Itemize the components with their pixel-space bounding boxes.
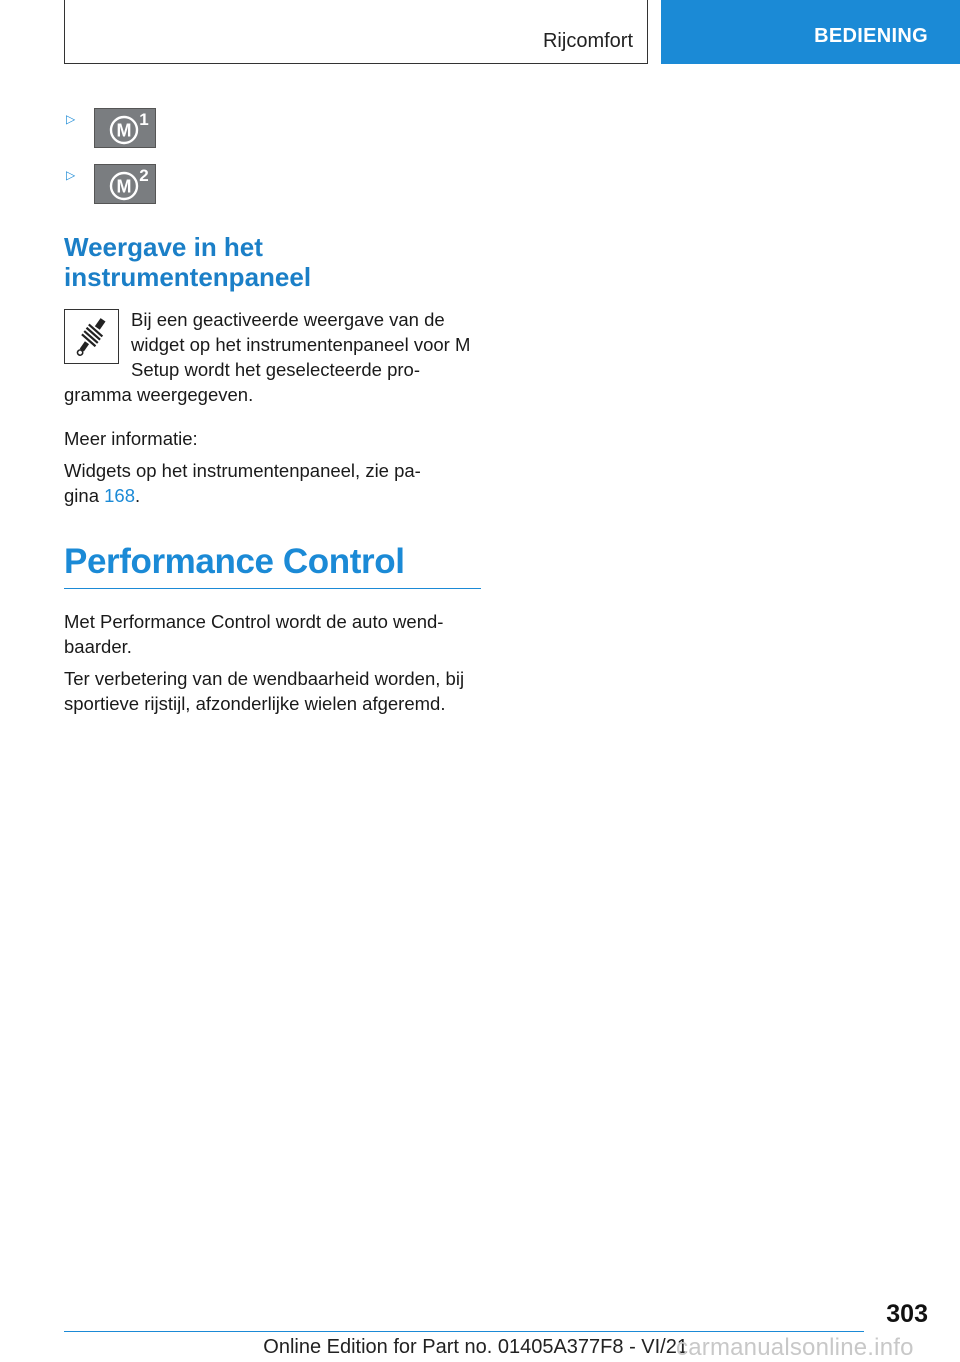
footer-edition: Online Edition for Part no. 01405A377F8 - VI/21 xyxy=(263,1336,688,1358)
header-section-title: Rijcomfort xyxy=(542,30,633,52)
more-info-text xyxy=(64,458,444,508)
header-section-box xyxy=(64,0,648,64)
performance-paragraph-2: Ter verbetering van de wendbaarheid worden, bij sportieve rijstijl, afzonderlijke wielen afgeremd. xyxy=(64,668,465,714)
bullet-triangle-icon: ▷ xyxy=(66,112,76,126)
m1-mode-icon xyxy=(94,108,156,148)
performance-control-heading: Performance Control xyxy=(64,540,481,589)
list-item-m1 xyxy=(66,108,156,150)
display-paragraph-tail: gramma weergegeven. xyxy=(64,384,254,405)
display-section-heading: Weergave in het instrumentenpaneel xyxy=(64,232,312,292)
bullet-triangle-icon: ▷ xyxy=(66,168,76,182)
list-item-m2 xyxy=(66,164,156,206)
page-number: 303 xyxy=(886,1300,928,1328)
m2-letter: M xyxy=(116,176,132,197)
damper-icon xyxy=(64,309,119,364)
more-info-end: . xyxy=(135,485,141,506)
footer-divider xyxy=(64,1331,864,1332)
page-link-168[interactable]: 168 xyxy=(104,485,135,506)
m2-mode-icon xyxy=(94,164,156,204)
display-paragraph: Bij een geactiveerde weergave van de widget op het instrumentenpaneel voor M Setup wordt het geselecteerde pro- xyxy=(131,309,471,380)
m1-number: 1 xyxy=(139,110,149,129)
m2-number: 2 xyxy=(139,166,149,185)
performance-paragraph-1: Met Performance Control wordt de auto wend- baarder. xyxy=(64,611,444,657)
header-chapter-tab xyxy=(661,0,960,64)
more-info-label: Meer informatie: xyxy=(64,428,198,449)
m1-letter: M xyxy=(116,120,132,141)
more-info-sentence: Widgets op het instrumentenpaneel, zie pa- gina xyxy=(64,460,421,506)
watermark: carmanualsonline.info xyxy=(676,1334,914,1361)
header-chapter-title: BEDIENING xyxy=(814,24,928,47)
